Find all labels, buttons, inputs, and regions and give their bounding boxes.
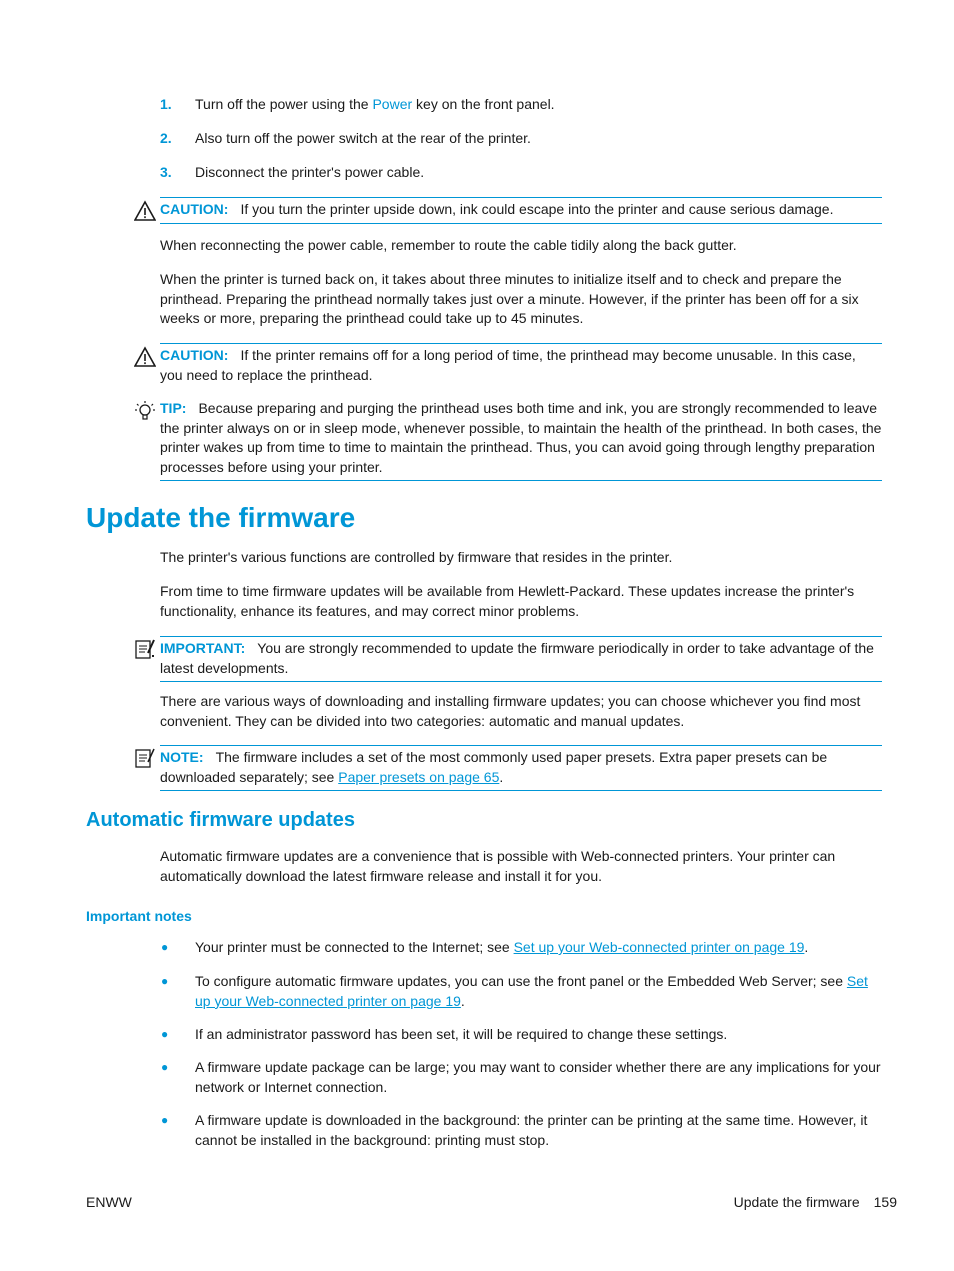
footer-left: ENWW xyxy=(86,1194,132,1210)
paragraph: There are various ways of downloading and installing firmware updates; you can choose whichever you find most convenient. They can be divided into two categories: automatic and manual updates. xyxy=(160,693,861,729)
caution-box xyxy=(160,343,882,388)
note-icon xyxy=(134,747,156,769)
list-item xyxy=(195,938,885,958)
list-item: If an administrator password has been set, it will be required to change these settings. xyxy=(195,1026,728,1042)
bullet-icon: ● xyxy=(161,1113,169,1127)
list-item-text: To configure automatic firmware updates, you can use the front panel or the Embedded Web Server; see xyxy=(195,973,847,989)
web-connected-link[interactable]: Set up your Web-connected printer on page 19 xyxy=(195,973,868,1009)
important-text: You are strongly recommended to update the firmware periodically in order to take advantage of the latest developments. xyxy=(160,640,874,676)
note-label: NOTE: xyxy=(160,749,204,765)
step-text-part: key on the front panel. xyxy=(412,96,555,112)
bullet-icon: ● xyxy=(161,1027,169,1041)
step-text: Also turn off the power switch at the rear of the printer. xyxy=(195,130,531,146)
list-item xyxy=(195,972,885,1011)
step-text-part: Turn off the power using the xyxy=(195,96,373,112)
page-number: 159 xyxy=(873,1194,897,1210)
section-title: Update the firmware xyxy=(86,502,356,533)
bullet-icon: ● xyxy=(161,940,169,954)
caution-icon xyxy=(134,346,156,368)
power-key-label: Power xyxy=(372,96,413,112)
list-item-text: Your printer must be connected to the Internet; see xyxy=(195,939,514,955)
paragraph: When reconnecting the power cable, remember to route the cable tidily along the back gutter. xyxy=(160,237,737,253)
subsubsection-title: Important notes xyxy=(86,908,192,924)
note-text: The firmware includes a set of the most commonly used paper presets. Extra paper presets can be downloaded separately; see xyxy=(160,749,828,785)
caution-label: CAUTION: xyxy=(160,201,229,217)
list-item-text: . xyxy=(460,992,465,1009)
tip-label: TIP: xyxy=(160,400,187,416)
important-note-icon xyxy=(134,638,156,660)
paragraph: Automatic firmware updates are a convenience that is possible with Web-connected printers. Your printer can automatically download the latest firmware release and install it for you. xyxy=(160,848,836,884)
caution-text: If you turn the printer upside down, ink could escape into the printer and cause serious damage. xyxy=(240,201,834,217)
footer-section: Update the firmware xyxy=(733,1194,860,1210)
step-text xyxy=(195,95,885,115)
paragraph: From time to time firmware updates will be available from Hewlett-Packard. These updates increase the printer's functionality, enhance its features, and may correct minor problems. xyxy=(160,583,855,619)
step-number: 1. xyxy=(160,96,172,112)
step-number: 3. xyxy=(160,164,172,180)
lightbulb-icon xyxy=(134,400,156,422)
list-item-text: . xyxy=(804,939,809,955)
bullet-icon: ● xyxy=(161,974,169,988)
paper-presets-link[interactable]: Paper presets on page 65 xyxy=(338,768,500,785)
caution-label: CAUTION: xyxy=(160,347,229,363)
caution-icon xyxy=(134,200,156,222)
subsection-title: Automatic firmware updates xyxy=(86,809,355,831)
paragraph: When the printer is turned back on, it takes about three minutes to initialize itself and to check and prepare the printhead. Preparing the printhead normally takes just over a minute. However, if the printer has been off for a six weeks or more, preparing the printhead could take up to 45 minutes. xyxy=(160,271,859,326)
step-text: Disconnect the printer's power cable. xyxy=(195,164,425,180)
list-item: A firmware update package can be large; you may want to consider whether there are any implications for your network or Internet connection. xyxy=(195,1059,881,1095)
web-connected-link[interactable]: Set up your Web-connected printer on page 19 xyxy=(513,939,805,955)
tip-text: Because preparing and purging the printhead uses both time and ink, you are strongly recommended to leave the printer always on or in sleep mode, whenever possible, to maintain the health of the printhead. In both cases, the printer wakes up from time to time to maintain the printhead. Thus, you can avoid going through lengthy preparation processes before using your printer. xyxy=(160,400,882,475)
step-number: 2. xyxy=(160,130,172,146)
bullet-icon: ● xyxy=(161,1060,169,1074)
paragraph: The printer's various functions are controlled by firmware that resides in the printer. xyxy=(160,549,673,565)
note-box xyxy=(160,745,882,791)
tip-box xyxy=(160,397,882,481)
caution-text: If the printer remains off for a long period of time, the printhead may become unusable. In this case, you need to replace the printhead. xyxy=(160,347,856,383)
list-item: A firmware update is downloaded in the background: the printer can be printing at the same time. However, it cannot be installed in the background: printing must stop. xyxy=(195,1112,868,1148)
footer-right xyxy=(734,1193,897,1213)
note-text-end: . xyxy=(499,768,504,785)
caution-box xyxy=(160,197,882,224)
important-label: IMPORTANT: xyxy=(160,640,246,656)
important-box xyxy=(160,636,882,682)
